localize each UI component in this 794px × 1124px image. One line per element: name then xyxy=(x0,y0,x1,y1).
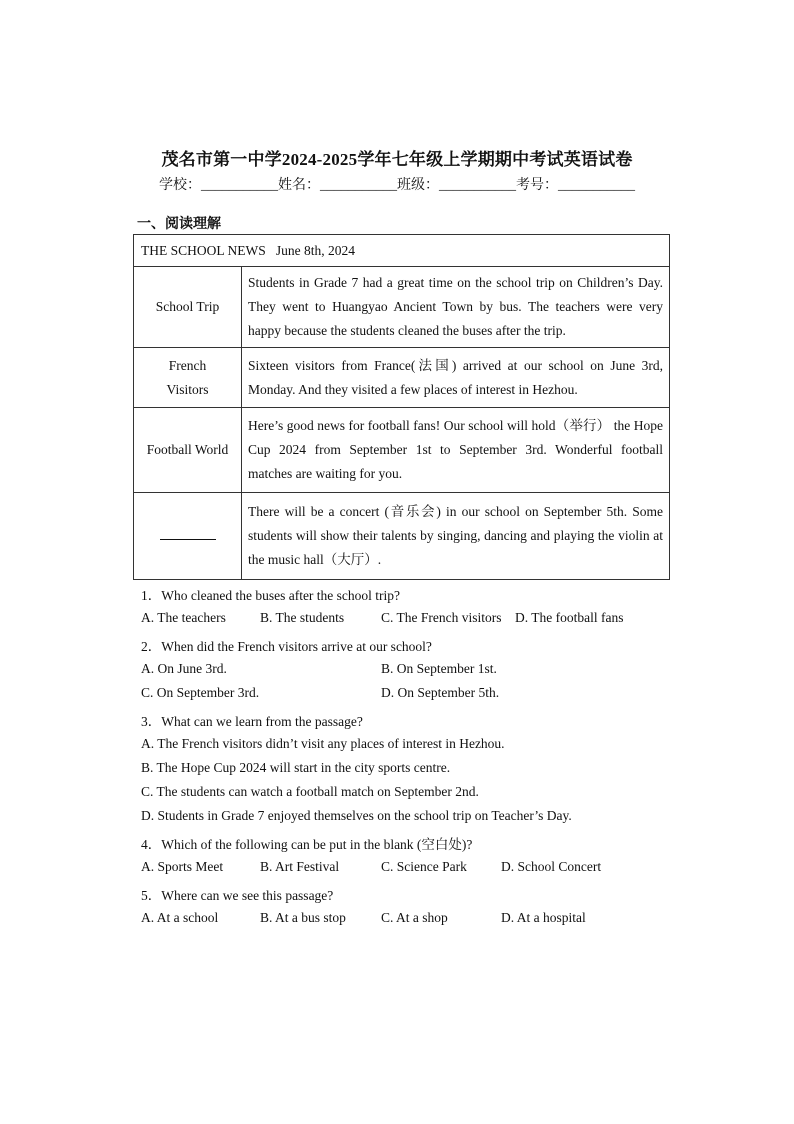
q5-option-d: D. At a hospital xyxy=(501,910,586,925)
question-3: 3．What can we learn from the passage? xyxy=(141,714,363,729)
q2-option-c: C. On September 3rd. xyxy=(141,685,260,700)
question-2: 2．When did the French visitors arrive at our school? xyxy=(141,639,432,654)
table-row xyxy=(134,348,670,408)
q3-option-b: B. The Hope Cup 2024 will start in the city sports centre. xyxy=(141,760,451,775)
student-info-line: 学校：___________姓名：___________班级：___________考号：___________ xyxy=(159,178,635,193)
q5-option-b: B. At a bus stop xyxy=(260,910,346,925)
table-header: THE SCHOOL NEWS June 8th, 2024 xyxy=(134,235,670,267)
table-header-row xyxy=(134,235,670,267)
answer-blank xyxy=(160,526,216,540)
question-1: 1．Who cleaned the buses after the school trip? xyxy=(141,588,401,603)
row-text: There will be a concert (音乐会) in our school on September 5th. Some students will show their talents by singing, dancing and playing the violin at the music hall（大厅）. xyxy=(242,493,670,580)
row-label: French Visitors xyxy=(134,348,242,408)
school-news-table xyxy=(133,234,670,580)
q3-option-c: C. The students can watch a football match on September 2nd. xyxy=(141,784,479,799)
section-heading: 一、阅读理解 xyxy=(137,216,221,232)
q2-option-b: B. On September 1st. xyxy=(381,661,497,676)
question-4: 4．Which of the following can be put in the blank (空白处)? xyxy=(141,837,473,852)
row-text: Here’s good news for football fans! Our school will hold（举行） the Hope Cup 2024 from September 1st to September 3rd. Wonderful football matches are waiting for you. xyxy=(242,408,670,493)
exam-title: 茂名市第一中学2024-2025学年七年级上学期期中考试英语试卷 xyxy=(161,150,633,169)
q1-option-d: D. The football fans xyxy=(515,610,624,625)
table-row xyxy=(134,493,670,580)
q4-option-b: B. Art Festival xyxy=(260,859,340,874)
q1-option-c: C. The French visitors xyxy=(381,610,502,625)
row-text: Sixteen visitors from France(法国) arrived at our school on June 3rd, Monday. And they visited a few places of interest in Hezhou. xyxy=(242,348,670,408)
row-label: School Trip xyxy=(134,267,242,348)
q4-option-a: A. Sports Meet xyxy=(141,859,224,874)
question-5: 5．Where can we see this passage? xyxy=(141,888,334,903)
q2-option-a: A. On June 3rd. xyxy=(141,661,227,676)
table-row xyxy=(134,408,670,493)
q5-option-c: C. At a shop xyxy=(381,910,448,925)
row-label-blank xyxy=(134,493,242,580)
q4-option-d: D. School Concert xyxy=(501,859,602,874)
q4-option-c: C. Science Park xyxy=(381,859,467,874)
q1-option-b: B. The students xyxy=(260,610,345,625)
q5-option-a: A. At a school xyxy=(141,910,219,925)
q3-option-a: A. The French visitors didn’t visit any places of interest in Hezhou. xyxy=(141,736,505,751)
table-row xyxy=(134,267,670,348)
q1-option-a: A. The teachers xyxy=(141,610,226,625)
row-text: Students in Grade 7 had a great time on the school trip on Children’s Day. They went to Huangyao Ancient Town by bus. The teachers were very happy because the students cleaned the buses after the trip. xyxy=(242,267,670,348)
q3-option-d: D. Students in Grade 7 enjoyed themselves on the school trip on Teacher’s Day. xyxy=(141,808,572,823)
q2-option-d: D. On September 5th. xyxy=(381,685,500,700)
row-label: Football World xyxy=(134,408,242,493)
